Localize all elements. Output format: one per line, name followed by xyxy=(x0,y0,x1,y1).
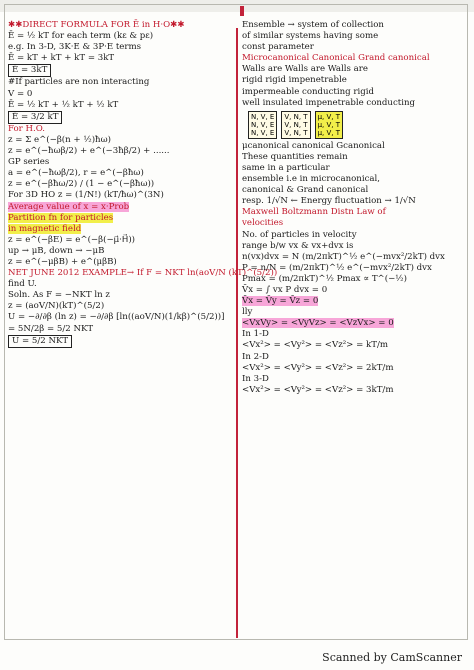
grand-canonical-box xyxy=(315,111,343,139)
note-line xyxy=(8,213,232,224)
note-line xyxy=(242,296,468,307)
note-line-text: Pmax = (m/2πkT)^½ Pmax ∝ T^(−½) xyxy=(242,273,407,284)
note-line xyxy=(242,274,468,285)
note-line-text: <VxVy> = <VyVz> = <VzVx> = 0 xyxy=(242,318,394,329)
note-line-text: For 3D HO z = (1/N!) (kT/ħω)^(3N) xyxy=(8,190,164,201)
note-line xyxy=(242,352,468,363)
note-line-text: U = 5/2 NKT xyxy=(8,335,72,348)
note-line-text: These quantities remain xyxy=(242,151,348,162)
note-line xyxy=(8,190,232,201)
note-line-text: const parameter xyxy=(242,42,314,53)
note-line xyxy=(242,42,468,53)
note-line-text: z = e^(−βħω/2) / (1 − e^(−βħω)) xyxy=(8,179,155,190)
note-line-text: V̄x = ∫ vx P dvx = 0 xyxy=(242,284,328,295)
ensemble-box-row: V, N, T xyxy=(284,112,308,121)
note-line-text: For H.O. xyxy=(8,123,46,134)
note-line-text: well insulated impenetrable conducting xyxy=(242,97,416,108)
note-line xyxy=(242,98,468,109)
note-line xyxy=(242,185,468,196)
note-line-text: Ensemble → system of collection xyxy=(242,20,384,30)
note-line xyxy=(242,329,468,340)
ensemble-box-row: N, V, E xyxy=(251,120,275,129)
note-line xyxy=(8,179,232,190)
note-line xyxy=(242,374,468,385)
note-line-text: n(vx)dvx = N (m/2πkT)^½ e^(−mvx²/2kT) dvx xyxy=(242,251,445,262)
note-line-text: up → μB, down → −μB xyxy=(8,245,105,256)
note-line xyxy=(242,87,468,98)
note-line-text: z = (aoV/N)(kT)^(5/2) xyxy=(8,301,105,312)
note-line-text: Ē = ½ kT + ½ kT + ½ kT xyxy=(8,99,119,110)
note-line-text: z = e^(−βE) = e^(−β(−μ⃗·H⃗)) xyxy=(8,234,136,245)
note-line xyxy=(8,202,232,213)
note-line-text: of similar systems having some xyxy=(242,31,379,42)
note-line-text: velocities xyxy=(242,218,284,229)
note-line-text: #If particles are non interacting xyxy=(8,77,150,88)
note-line xyxy=(8,224,232,235)
note-line xyxy=(242,31,468,42)
note-line-text: Ē = ½ kT for each term (kε & pε) xyxy=(8,31,154,42)
note-line-text: ✱✱DIRECT FORMULA FOR Ē in H·O✱✱ xyxy=(8,20,185,30)
note-line-text: canonical & Grand canonical xyxy=(242,185,369,196)
note-line-text: <Vx²> = <Vy²> = <Vz²> = 3kT/m xyxy=(242,384,394,395)
note-line xyxy=(242,307,468,318)
note-line xyxy=(8,335,232,348)
note-line xyxy=(242,64,468,75)
note-line xyxy=(242,196,468,207)
microcanonical-box xyxy=(248,111,277,139)
note-line-text: NET JUNE 2012 EXAMPLE→ If F = NKT ln(aoV/N (kT)^(5/2)) xyxy=(8,268,278,279)
note-line-text: range b/w vx & vx+dvx is xyxy=(242,240,354,251)
note-line xyxy=(242,20,468,31)
note-line-text: U = −∂/∂β (ln z) = −∂/∂β [ln((aoV/N)(1/kβ)^(5/2))] xyxy=(8,312,225,323)
note-line-text: <Vx²> = <Vy²> = <Vz²> = kT/m xyxy=(242,340,389,351)
note-line xyxy=(242,318,468,329)
note-line xyxy=(242,152,468,163)
note-line-text: z = Σ e^(−β(n + ½)ħω) xyxy=(8,134,111,145)
note-line xyxy=(8,64,232,77)
note-line-text: rigid rigid impenetrable xyxy=(242,75,347,86)
note-line-text: GP series xyxy=(8,157,50,168)
note-line xyxy=(242,241,468,252)
note-line xyxy=(8,53,232,64)
note-line xyxy=(8,246,232,257)
note-line xyxy=(8,100,232,111)
note-line xyxy=(242,141,468,152)
note-line xyxy=(8,279,232,290)
note-line xyxy=(8,235,232,246)
note-line xyxy=(242,252,468,263)
note-line-text: in magnetic field xyxy=(8,223,82,234)
note-line-text: resp. 1/√N ← Energy fluctuation → 1/√N xyxy=(242,196,416,207)
note-line xyxy=(8,124,232,135)
note-line xyxy=(8,20,232,31)
note-line xyxy=(8,168,232,179)
ensemble-box-row: V, N, T xyxy=(284,128,308,137)
note-line xyxy=(8,31,232,42)
note-line xyxy=(242,53,468,64)
note-line xyxy=(8,157,232,168)
note-line-text: Average value of x = x·Prob xyxy=(8,201,130,212)
canonical-box xyxy=(281,111,310,139)
note-line xyxy=(242,285,468,296)
note-line xyxy=(242,218,468,229)
note-line-text: P = n/N = (m/2πkT)^½ e^(−mvx²/2kT) dvx xyxy=(242,262,432,273)
note-line xyxy=(8,111,232,124)
ensemble-box-row: μ, V, T xyxy=(317,128,340,137)
note-line-text: Ē = kT + kT + kT = 3kT xyxy=(8,53,115,64)
note-line-text: z = e^(−ħωβ/2) + e^(−3ħβ/2) + ...... xyxy=(8,146,170,157)
note-line xyxy=(242,163,468,174)
note-line-text: Microcanonical Canonical Grand canonical xyxy=(242,53,430,64)
note-line xyxy=(8,324,232,335)
note-line xyxy=(8,301,232,312)
note-line-text: In 3-D xyxy=(242,373,269,384)
note-line-text: V = 0 xyxy=(8,88,33,99)
note-line-text: e.g. In 3-D, 3K·E & 3P·E terms xyxy=(8,42,142,53)
note-line-text: In 1-D xyxy=(242,329,269,340)
note-line-text: In 2-D xyxy=(242,351,269,362)
note-line-text: ensemble i.e in microcanonical, xyxy=(242,174,380,185)
right-column-notes xyxy=(242,20,468,638)
note-line xyxy=(8,257,232,268)
note-line-text: No. of particles in velocity xyxy=(242,229,357,240)
ensemble-box-row: μ, V, T xyxy=(317,112,340,121)
note-line xyxy=(8,146,232,157)
note-line xyxy=(8,42,232,53)
note-line xyxy=(242,230,468,241)
note-line-text: find U. xyxy=(8,279,37,290)
note-line-text: Maxwell Boltzmann Distn Law of xyxy=(242,207,386,218)
note-line-text: Ē = 3/2 kT xyxy=(8,111,62,124)
column-divider xyxy=(236,28,238,638)
note-line xyxy=(242,340,468,351)
note-line xyxy=(242,174,468,185)
note-line-text: μcanonical canonical Gcanonical xyxy=(242,140,385,151)
note-line xyxy=(242,75,468,86)
note-line-text: same in a particular xyxy=(242,162,330,173)
ensemble-box-row: μ, V, T xyxy=(317,120,340,129)
note-line-text: = 5N/2β = 5/2 NKT xyxy=(8,323,94,334)
ensemble-box-row: V, N, T xyxy=(284,120,308,129)
note-line-text: z = e^(−μβB) + e^(μβB) xyxy=(8,256,117,267)
note-line xyxy=(8,135,232,146)
note-line xyxy=(8,89,232,100)
note-line xyxy=(8,290,232,301)
note-line xyxy=(8,77,232,88)
note-line xyxy=(242,363,468,374)
note-line xyxy=(8,268,278,279)
note-line-text: lly xyxy=(242,307,253,318)
note-line-text: impermeable conducting rigid xyxy=(242,86,374,97)
note-line xyxy=(242,263,468,274)
note-line-text: Walls are Walls are Walls are xyxy=(242,64,368,75)
ensemble-box-row: N, V, E xyxy=(251,128,275,137)
ensemble-boxes-row xyxy=(248,111,468,139)
note-line-text: V̄x = V̄y = V̄z = 0 xyxy=(242,296,319,307)
note-line xyxy=(242,385,468,396)
scanner-footer: Scanned by CamScanner xyxy=(322,651,462,664)
ensemble-box-row: N, V, E xyxy=(251,112,275,121)
note-line-text: a = e^(−ħωβ/2), r = e^(−βħω) xyxy=(8,168,144,179)
note-line-text: Partition fn for particles xyxy=(8,212,114,223)
note-line-text: Ē = 3kT xyxy=(8,64,51,77)
note-line xyxy=(242,207,468,218)
note-line-text: Soln. As F = −NKT ln z xyxy=(8,290,110,301)
note-line xyxy=(8,312,232,323)
note-line-text: <Vx²> = <Vy²> = <Vz²> = 2kT/m xyxy=(242,362,394,373)
